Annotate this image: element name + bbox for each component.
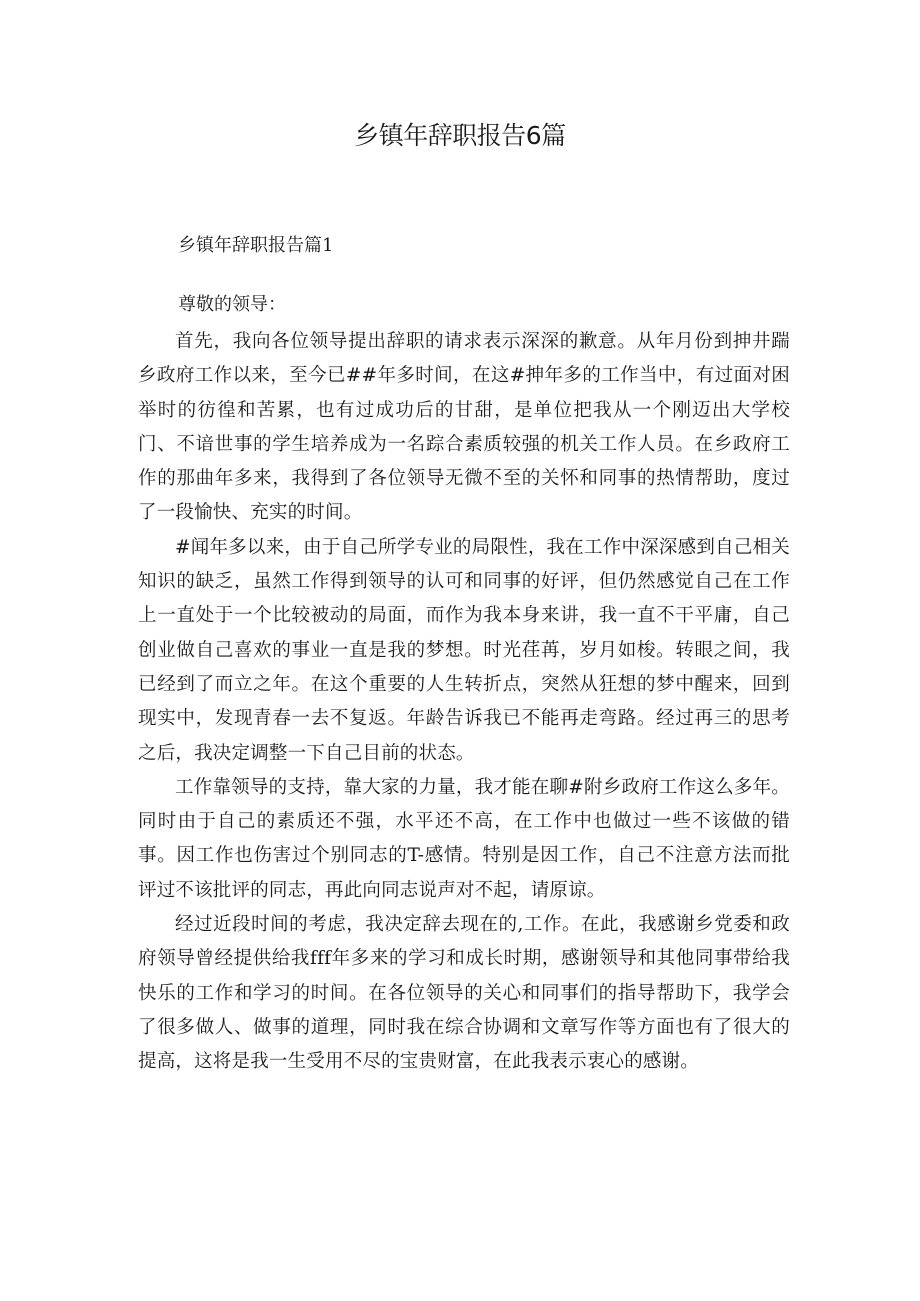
salutation: 尊敬的领导：: [178, 294, 286, 315]
paragraph-3: 工作靠领导的支持，靠大家的力量，我才能在聊#附乡政府工作这么多年。同时由于自己的素质还不强，水平还不高，在工作中也做过一些不该做的错事。因工作也伤害过个别同志的T-感情。特别是因工作，自己不注意方法而批评过不该批评的同志，再此向同志说声对不起，请原谅。: [138, 776, 790, 901]
paragraph-2: #闻年多以来，由于自己所学专业的局限性，我在工作中深深感到自己相关知识的缺乏，虽然工作得到领导的认可和同事的好评，但仍然感觉自己在工作上一直处于一个比较被动的局面，而作为我本身来讲，我一直不干平庸，自己创业做自己喜欢的事业一直是我的梦想。时光荏苒，岁月如梭。转眼之间，我已经到了而立之年。在这个重要的人生转折点，突然从狂想的梦中醒来，回到现实中，发现青春一去不复返。年龄告诉我已不能再走弯路。经过再三的思考之后，我决定调整一下自己目前的状态。: [138, 536, 790, 764]
document-title: 乡镇年辞职报告6篇: [354, 121, 566, 150]
paragraph-1: 首先，我向各位领导提出辞职的请求表示深深的歉意。从年月份到抻井踹乡政府工作以来，至今已##年多时间，在这#抻年多的工作当中，有过面对困举时的彷徨和苦累，也有过成功后的甘甜，是单位把我从一个刚迈出大学校门、不谙世事的学生培养成为一名踪合素质较强的机关工作人员。在乡政府工作的那曲年多来，我得到了各位领导无微不至的关怀和同事的热情帮助，度过了一段愉快、充实的时间。: [138, 331, 790, 524]
paragraph-4: 经过近段时间的考虑，我决定辞去现在的,工作。在此，我感谢乡党委和政府领导曾经提供给我fff年多来的学习和成长时期，感谢领导和其他同事带给我快乐的工作和学习的时间。在各位领导的关心和同事们的指导帮助下，我学会了很多做人、做事的道理，同时我在综合协调和文章写作等方面也有了很大的提高，这将是我一生受用不尽的宝贵财富，在此我表示衷心的感谢。: [138, 914, 790, 1073]
letter-body: [138, 325, 790, 1080]
section-heading: 乡镇年辞职报告篇1: [178, 235, 334, 256]
